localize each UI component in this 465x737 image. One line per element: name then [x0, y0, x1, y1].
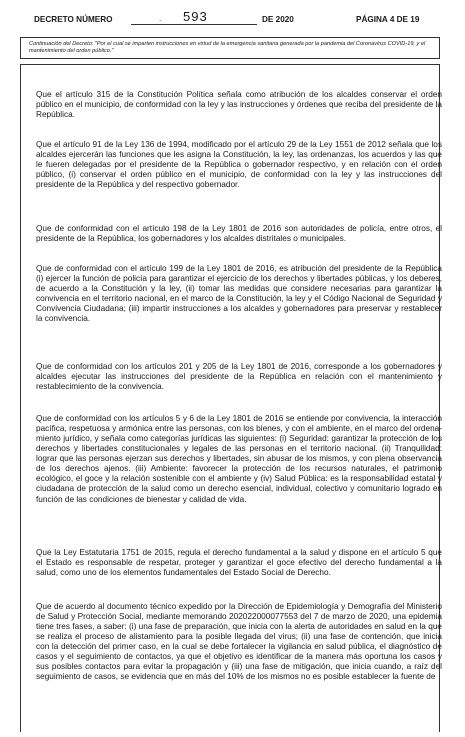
- decree-number: 593: [183, 9, 208, 24]
- handwritten-dots: .: [159, 14, 162, 23]
- decree-label: DECRETO NÚMERO: [34, 15, 113, 24]
- paragraph-6: Que de conformidad con los artículos 5 y 6 de la Ley 1801 de 2016 se entiende por convivencia, la interacción pacífica, respetuosa y armónica entre las personas, con los bienes, y con el ambiente, en el marco del ordena-miento jurídico, y señala como categorías jurídicas las siguientes: (i) Seguridad: garantizar la protección de los derechos y libertades constitucionales y legales de las personas en el territorio nacional. (ii) Tranquilidad: lograr que las personas ejerzan sus derechos y libertades, sin abusar de los mismos, y con plena observancia de los derechos ajenos. (iii) Ambiente: favorecer la protección de los recursos naturales, el patrimonio ecológico, el goce y la relación sostenible con el ambiente y (iv) Salud Pública: es la responsabilidad estatal y ciudadana de protección de la salud como un derecho esencial, individual, colectivo y comunitario logrado en función de las condiciones de bienestar y calidad de vida.: [36, 414, 442, 504]
- paragraph-5: Que de conformidad con los artículos 201 y 205 de la Ley 1801 de 2016, corresponde a los gobernadores y alcaldes ejecutar las instrucciones del presidente de la República en relación con el mantenimiento y restablecimiento de la convivencia.: [36, 362, 442, 392]
- paragraph-2: Que el artículo 91 de la Ley 136 de 1994, modificado por el artículo 29 de la Ley 1551 de 2012 señala que los alcaldes ejercerán las funciones que les asigna la Constitución, la ley, las ordenanzas, los acuerdos y las que le fueren delegadas por el presidente de la República o gobernador respectivo, y en relación con el orden público, (i) conservar el orden público en el municipio, de conformidad con la ley y las instrucciones del presidente de la República y del respectivo gobernador.: [36, 140, 442, 190]
- paragraph-7: Que la Ley Estatutaria 1751 de 2015, regula el derecho fundamental a la salud y dispone en el artículo 5 que el Estado es responsable de respetar, proteger y garantizar el goce efectivo del derecho fundamental a la salud, como uno de los elementos fundamentales del Estado Social de Derecho.: [36, 548, 442, 578]
- continuation-box: [20, 37, 440, 59]
- decree-year: DE 2020: [262, 15, 294, 24]
- paragraph-4: Que de conformidad con el artículo 199 de la Ley 1801 de 2016, es atribución del presidente de la República (i) ejercer la función de policía para garantizar el ejercicio de los derechos y libertades públicas, y los deberes, de acuerdo a la Constitución y la ley, (ii) tomar las medidas que considere necesarias para garantizar la convivencia en el territorio nacional, en el marco de la Constitución, la ley y el Código Nacional de Seguridad y Convivencia Ciudadana; (iii) impartir instrucciones a los alcaldes y gobernadores para preservar y restablecer la convivencia.: [36, 264, 442, 324]
- page-indicator: PÁGINA 4 DE 19: [356, 15, 420, 24]
- paragraph-8: Que de acuerdo al documento técnico expedido por la Dirección de Epidemiología y Demografía del Ministerio de Salud y Protección Social, mediante memorando 202022000077553 del 7 de marzo de 2020, una epidemia tiene tres fases, a saber: (i) una fase de preparación, que inicia con la alerta de autoridades en salud en la que se realiza el proceso de alistamiento para la posible llegada del virus; (ii) una fase de contención, que inicia con la detección del primer caso, en la cual se debe fortalecer la vigilancia en salud pública, el diagnóstico de casos y el seguimiento de contactos, ya que el objetivo es identificar de la manera más oportuna los casos y sus posibles contactos para evitar la propagación y (iii) una fase de mitigación, que inicia cuando, a raíz del seguimiento de casos, se evidencia que en más del 10% de los mismos no es posible establecer la fuente de: [36, 602, 442, 682]
- paragraph-1: Que el artículo 315 de la Constitución Política señala como atribución de los alcaldes conservar el orden público en el municipio, de conformidad con la ley y las instrucciones y órdenes que reciba del presidente de la República.: [36, 90, 442, 120]
- continuation-text: Continuación del Decreto: "Por el cual se imparten instrucciones en virtud de la emergencia sanitaria generada por la pandemia del Coronavirus COVID-19, y el mantenimiento del orden público.": [29, 41, 426, 54]
- page-header: [0, 9, 465, 28]
- paragraph-3: Que de conformidad con el artículo 198 de la Ley 1801 de 2016 son autoridades de policía, entre otros, el presidente de la República, los gobernadores y los alcaldes distritales o municipales.: [36, 224, 442, 244]
- decree-number-line: [131, 9, 257, 25]
